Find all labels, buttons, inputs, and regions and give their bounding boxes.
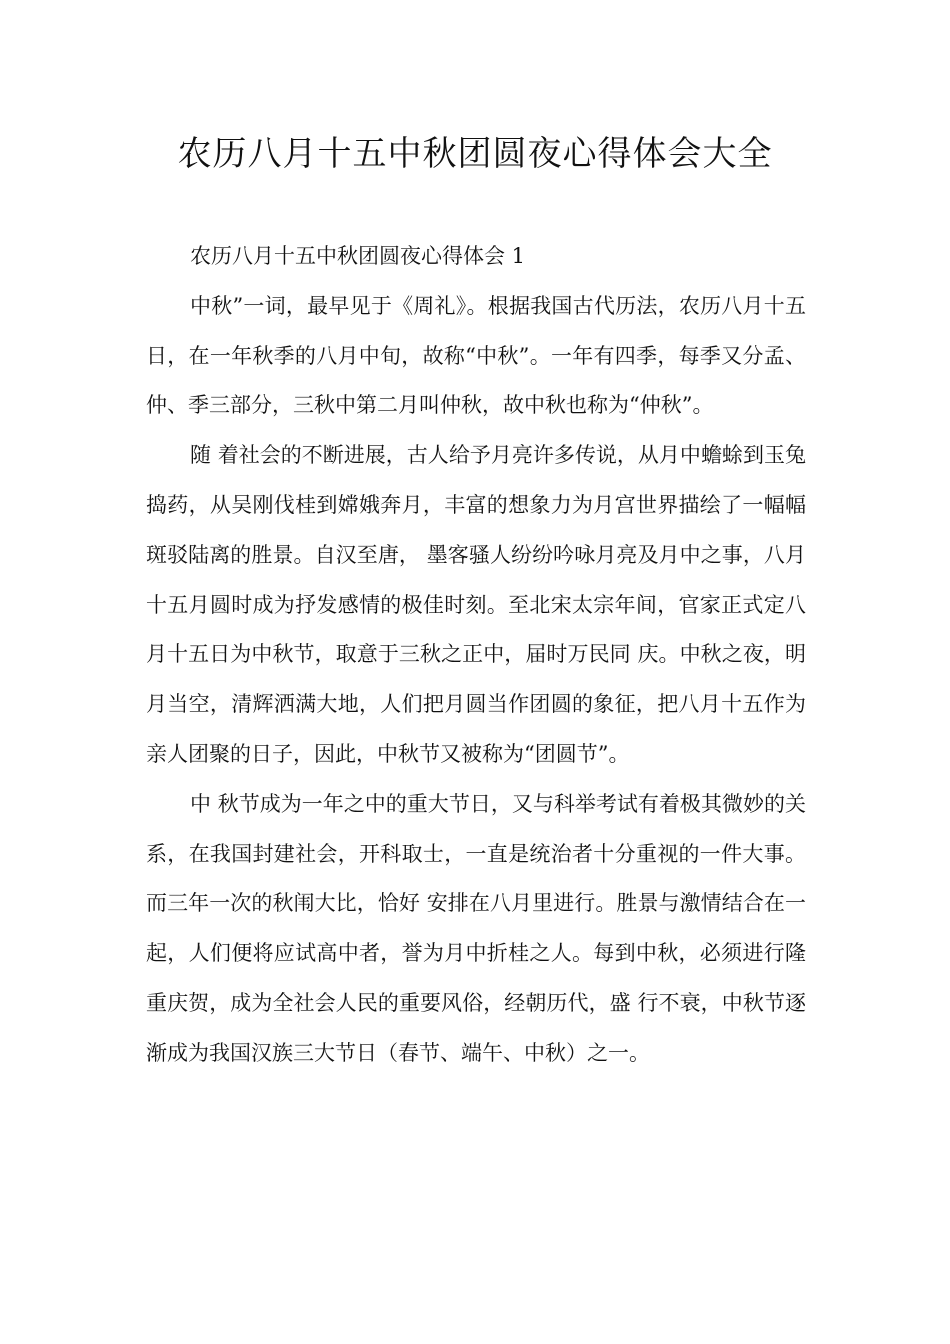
document-title: 农历八月十五中秋团圆夜心得体会大全 bbox=[177, 134, 773, 174]
section-heading: 农历八月十五中秋团圆夜心得体会 1 bbox=[190, 244, 526, 268]
document-body bbox=[146, 232, 806, 1079]
paragraph-3: 中 秋节成为一年之中的重大节日，又与科举考试有着极其微妙的关系，在我国封建社会，开科取士，一直是统治者十分重视的一件大事。而三年一次的秋闱大比，恰好 安排在八月里进行。胜景与激情结合在一起，人们便将应试高中者，誉为月中折桂之人。每到中秋，必须进行隆重庆贺，成为全社会人民的重要风俗，经朝历代，盛 行不衰，中秋节逐渐成为我国汉族三大节日（春节、端午、中秋）之一。 bbox=[146, 791, 806, 1065]
paragraph-2: 随 着社会的不断进展，古人给予月亮许多传说，从月中蟾蜍到玉兔捣药，从吴刚伐桂到嫦娥奔月，丰富的想象力为月宫世界描绘了一幅幅斑驳陆离的胜景。自汉至唐， 墨客骚人纷纷吟咏月亮及月中之事，八月十五月圆时成为抒发感情的极佳时刻。至北宋太宗年间，官家正式定八月十五日为中秋节，取意于三秋之正中，届时万民同 庆。中秋之夜，明月当空，清辉洒满大地，人们把月圆当作团圆的象征，把八月十五作为亲人团聚的日子，因此，中秋节又被称为“团圆节”。 bbox=[146, 443, 806, 766]
paragraph-1: 中秋”一词，最早见于《周礼》。根据我国古代历法，农历八月十五日，在一年秋季的八月中旬，故称“中秋”。一年有四季，每季又分孟、仲、季三部分，三秋中第二月叫仲秋，故中秋也称为“仲秋”。 bbox=[146, 293, 806, 418]
